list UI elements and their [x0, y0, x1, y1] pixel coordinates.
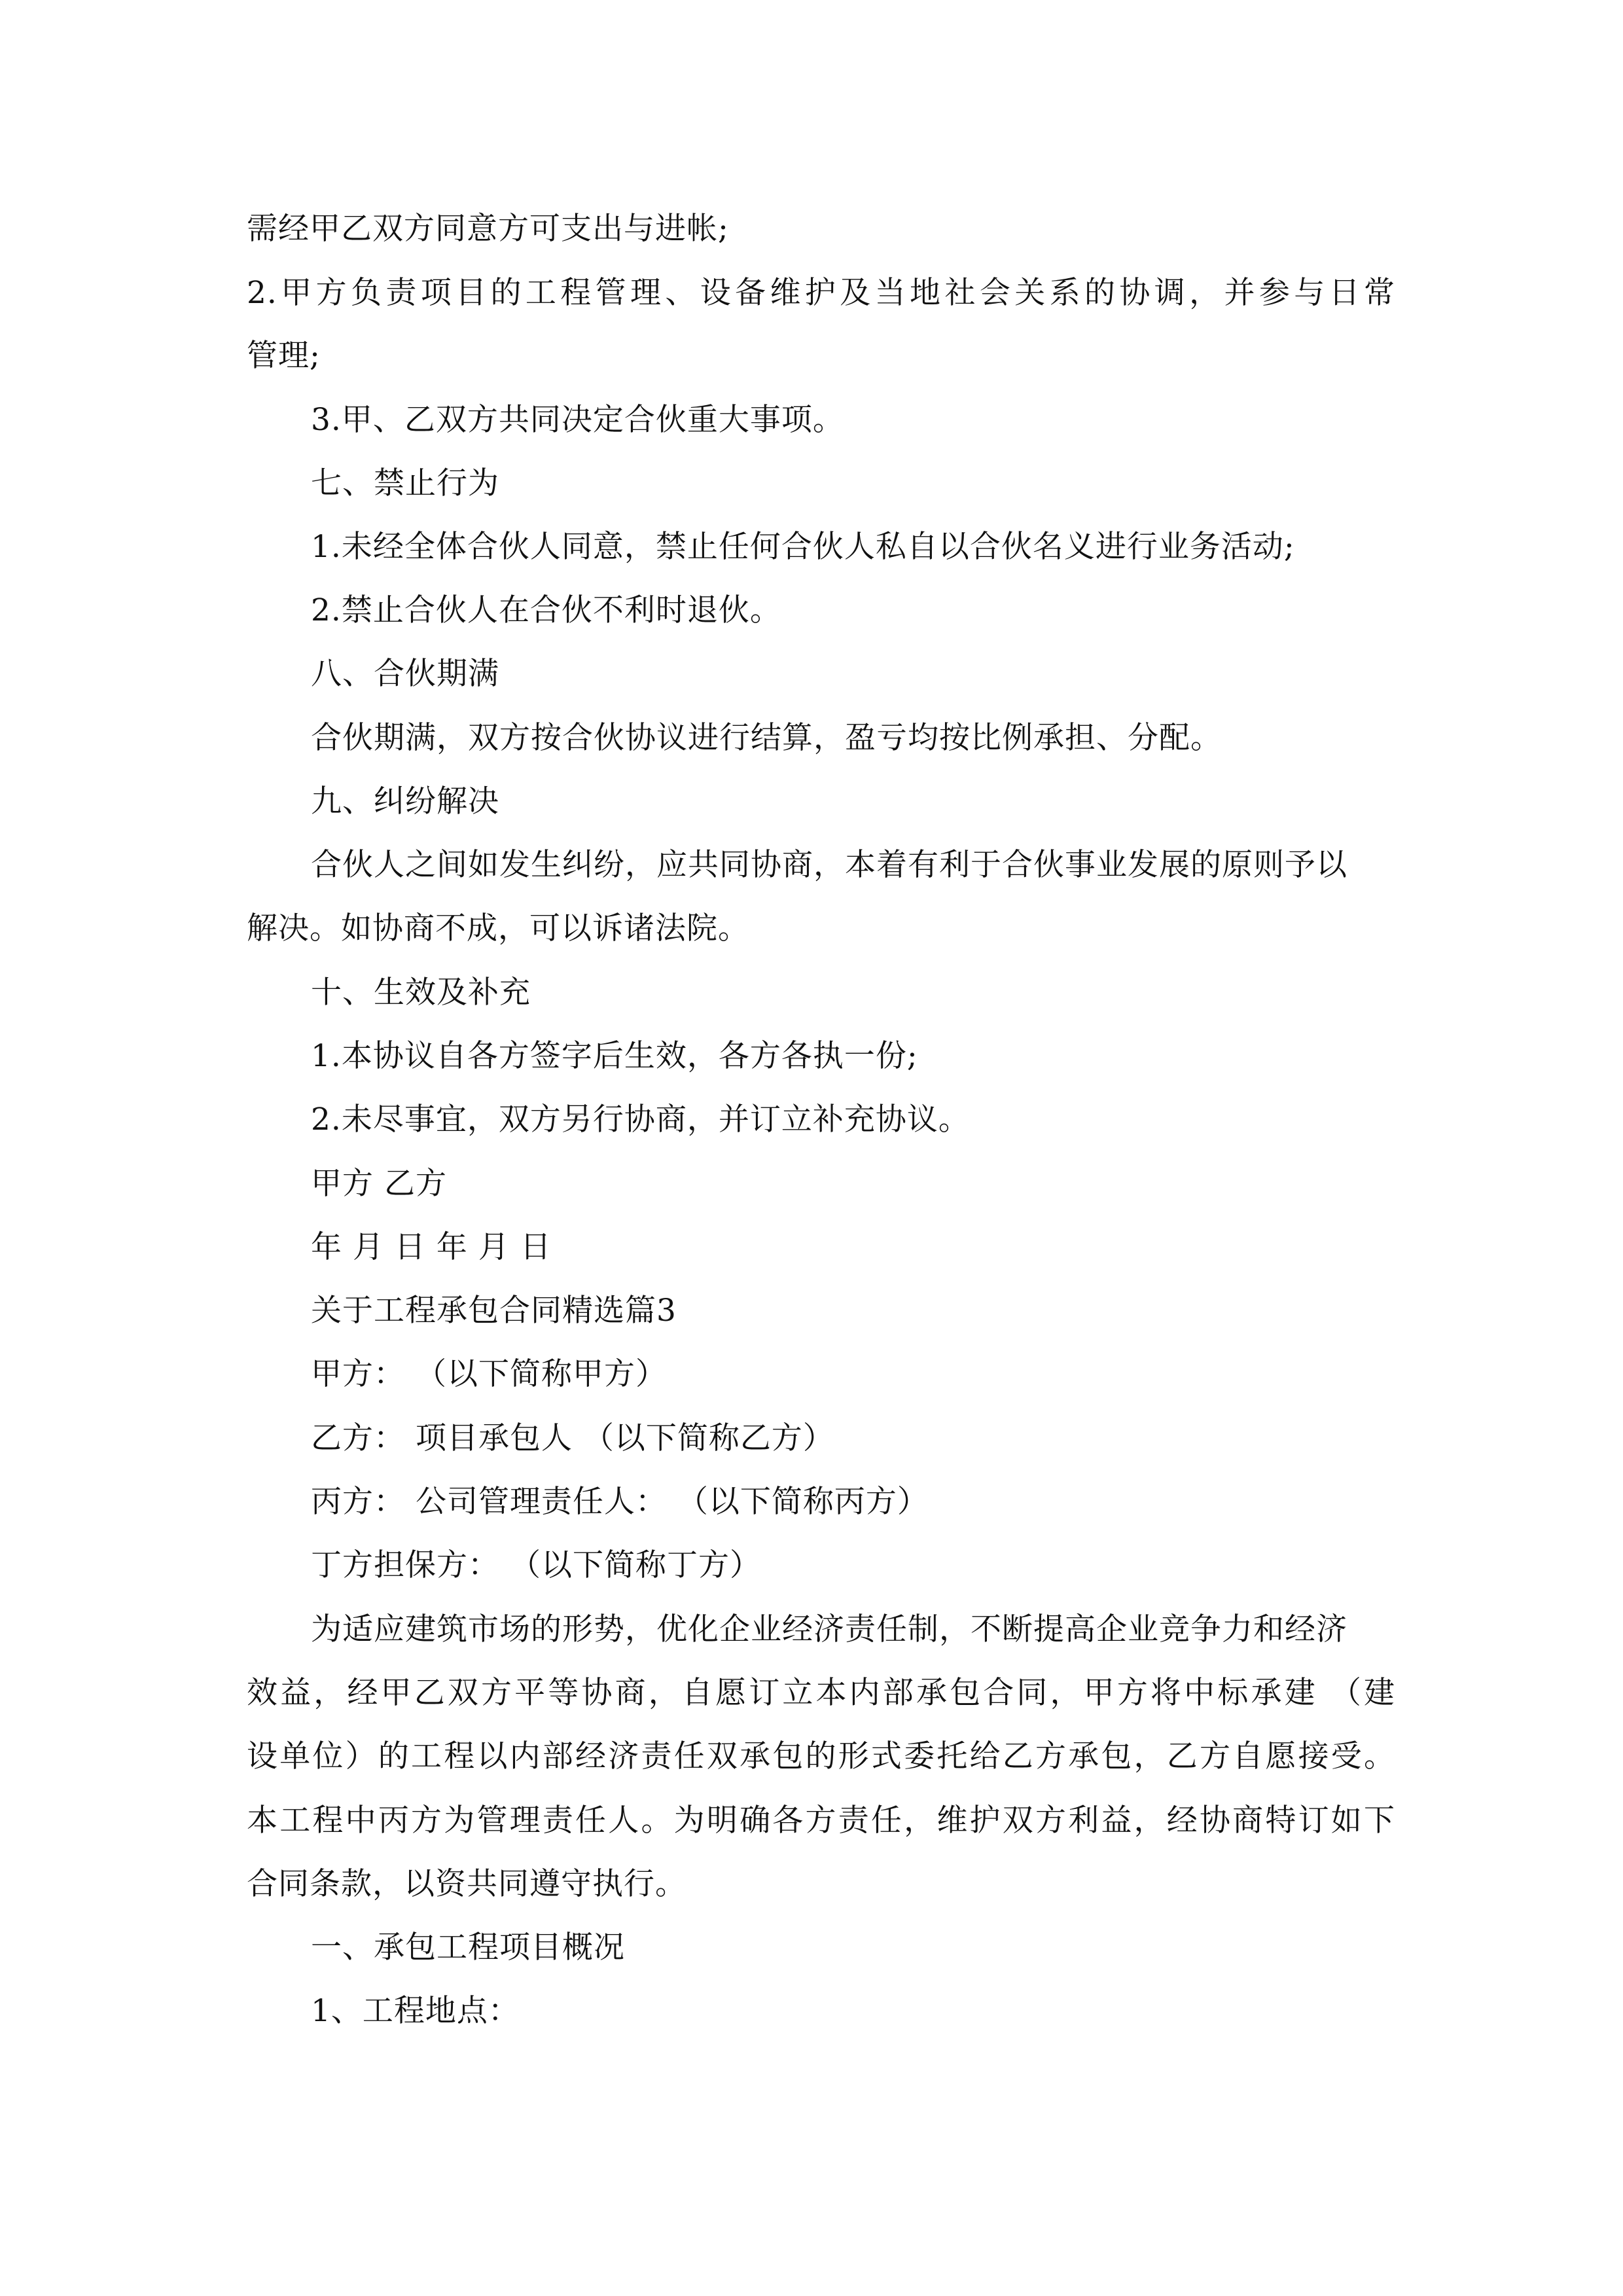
paragraph-line: 1.本协议自各方签字后生效，各方各执一份;: [311, 1038, 918, 1074]
paragraph-line: 设单位）的工程以内部经济责任双承包的形式委托给乙方承包，乙方自愿接受。: [247, 1738, 1395, 1774]
paragraph-line: 2.甲方负责项目的工程管理、设备维护及当地社会关系的协调，并参与日常: [247, 275, 1395, 311]
paragraph-line: 2.未尽事宜，双方另行协商，并订立补充协议。: [311, 1102, 970, 1138]
signature-party-line: 甲方 乙方: [311, 1166, 447, 1202]
party-line: 丙方： 公司管理责任人： （以下简称丙方）: [311, 1484, 929, 1520]
section-heading: 十、生效及补充: [311, 975, 531, 1011]
party-line: 甲方： （以下简称甲方）: [311, 1356, 667, 1392]
section-heading: 一、承包工程项目概况: [311, 1929, 625, 1965]
section-heading: 九、纠纷解决: [311, 783, 499, 819]
paragraph-line: 合伙期满，双方按合伙协议进行结算，盈亏均按比例承担、分配。: [311, 720, 1222, 756]
party-line: 乙方： 项目承包人 （以下简称乙方）: [311, 1420, 834, 1456]
paragraph-line: 本工程中丙方为管理责任人。为明确各方责任，维护双方利益，经协商特订如下: [247, 1803, 1395, 1839]
paragraph-line: 管理;: [247, 338, 321, 374]
section-heading: 七、禁止行为: [311, 465, 499, 501]
paragraph-line: 为适应建筑市场的形势，优化企业经济责任制，不断提高企业竞争力和经济: [311, 1611, 1347, 1647]
paragraph-line: 需经甲乙双方同意方可支出与进帐;: [247, 211, 729, 247]
paragraph-line: 3.甲、乙双方共同决定合伙重大事项。: [311, 402, 844, 438]
section-heading: 八、合伙期满: [311, 656, 499, 692]
paragraph-line: 合同条款，以资共同遵守执行。: [247, 1866, 687, 1902]
paragraph-line: 1.未经全体合伙人同意，禁止任何合伙人私自以合伙名义进行业务活动;: [311, 529, 1295, 565]
paragraph-line: 解决。如协商不成，可以诉诸法院。: [247, 910, 749, 946]
paragraph-line: 效益，经甲乙双方平等协商，自愿订立本内部承包合同，甲方将中标承建 （建: [247, 1675, 1395, 1711]
paragraph-line: 2.禁止合伙人在合伙不利时退伙。: [311, 592, 781, 628]
party-line: 丁方担保方： （以下简称丁方）: [311, 1547, 761, 1583]
paragraph-line: 合伙人之间如发生纠纷，应共同协商，本着有利于合伙事业发展的原则予以: [311, 847, 1347, 883]
signature-date-line: 年 月 日 年 月 日: [311, 1229, 552, 1265]
document-title: 关于工程承包合同精选篇3: [311, 1293, 677, 1329]
paragraph-line: 1、工程地点：: [311, 1993, 520, 2029]
